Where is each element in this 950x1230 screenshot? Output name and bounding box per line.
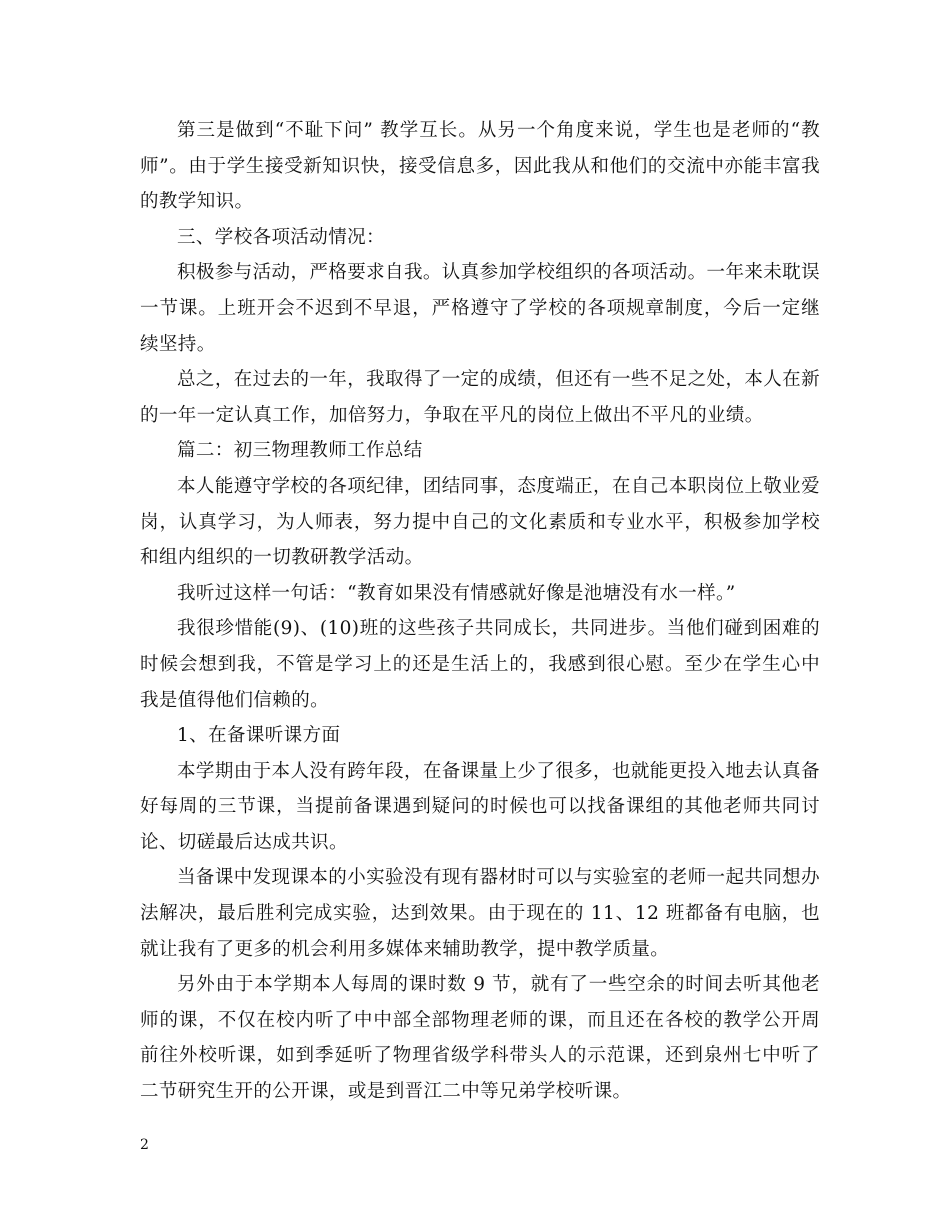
body-text — [140, 113, 820, 1110]
paragraph-quote: 我听过这样一句话：“教育如果没有情感就好像是池塘没有水一样。” — [177, 582, 736, 604]
paragraph-experiments: 当备课中发现课本的小实验没有现有器材时可以与实验室的老师一起共同想办法解决，最后胜利完成实验，达到效果。由于现在的 11、12 班都备有电脑，也就让我有了更多的机会利用多媒体来辅助教学，提中教学质量。 — [140, 867, 820, 960]
paragraph-learn-from-students: 第三是做到“不耻下问” 教学互长。从另一个角度来说，学生也是老师的“教师”。由于学生接受新知识快，接受信息多，因此我从和他们的交流中亦能丰富我的教学知识。 — [140, 120, 820, 213]
paragraph-observing-classes: 另外由于本学期本人每周的课时数 9 节，就有了一些空余的时间去听其他老师的课，不仅在校内听了中中部全部物理老师的课，而且还在各校的教学公开周前往外校听课，如到季延听了物理省级学科带头人的示范课，还到泉州七中听了二节研究生开的公开课，或是到晋江二中等兄弟学校听课。 — [140, 974, 820, 1103]
paragraph-activities: 积极参与活动，严格要求自我。认真参加学校组织的各项活动。一年来未耽误一节课。上班开会不迟到不早退，严格遵守了学校的各项规章制度，今后一定继续坚持。 — [140, 262, 820, 355]
heading-lesson-prep: 1、在备课听课方面 — [177, 725, 341, 747]
paragraph-discipline: 本人能遵守学校的各项纪律，团结同事，态度端正，在自己本职岗位上敬业爱岗，认真学习，为人师表，努力提中自己的文化素质和专业水平，积极参加学校和组内组织的一切教研教学活动。 — [140, 475, 820, 569]
paragraph-students: 我很珍惜能(9)、(10)班的这些孩子共同成长，共同进步。当他们碰到困难的时候会想到我，不管是学习上的还是生活上的，我感到很心慰。至少在学生心中我是值得他们信赖的。 — [140, 618, 820, 711]
heading-school-activities: 三、学校各项活动情况： — [177, 226, 385, 248]
paragraph-summary: 总之，在过去的一年，我取得了一定的成绩，但还有一些不足之处，本人在新的一年一定认真工作，加倍努力，争取在平凡的岗位上做出不平凡的业绩。 — [140, 369, 820, 426]
heading-part-two: 篇二：初三物理教师工作总结 — [177, 440, 423, 462]
paragraph-lesson-prep: 本学期由于本人没有跨年段，在备课量上少了很多，也就能更投入地去认真备好每周的三节课，当提前备课遇到疑问的时候也可以找备课组的其他老师共同讨论、切磋最后达成共识。 — [140, 760, 820, 853]
page-number: 2 — [140, 1137, 149, 1153]
